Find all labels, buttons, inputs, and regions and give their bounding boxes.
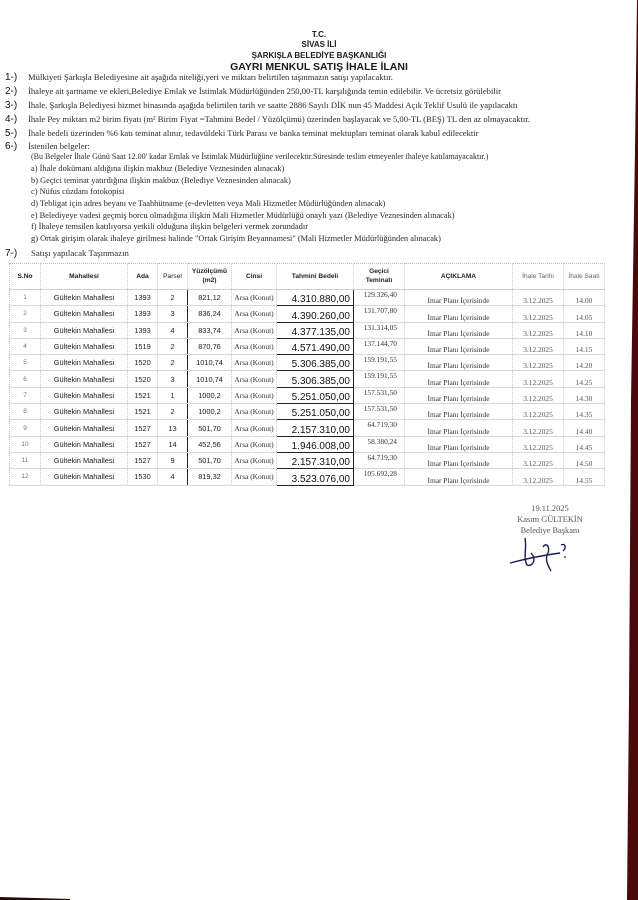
scan-edge-shadow bbox=[624, 0, 638, 900]
cell-mahallesi: Gültekin Mahallesi bbox=[41, 387, 128, 403]
cell-cinsi: Arsa (Konut) bbox=[232, 387, 277, 403]
clause-number: 7-) bbox=[5, 248, 18, 259]
cell-gecici-teminat: 159.191,55 bbox=[354, 355, 405, 371]
cell-aciklama: İmar Planı İçerisinde bbox=[405, 436, 513, 452]
table-row bbox=[10, 469, 605, 485]
table-row bbox=[10, 306, 605, 322]
table-header-row bbox=[10, 264, 605, 290]
cell-ihale-tarihi: 3.12.2025 bbox=[513, 338, 564, 354]
cell-cinsi: Arsa (Konut) bbox=[232, 452, 277, 468]
cell-tahmini-bedeli: 4.377.135,00 bbox=[277, 322, 354, 338]
table-row bbox=[10, 371, 605, 387]
col-header-cinsi: Cinsi bbox=[232, 264, 277, 290]
cell-parsel: 9 bbox=[158, 452, 188, 468]
clause-text: Mülkiyeti Şarkışla Belediyesine ait aşağıda niteliği,yeri ve miktarı belirtilen taşınmazın satışı yapılacaktır. bbox=[28, 72, 393, 82]
cell-parsel: 4 bbox=[158, 322, 188, 338]
cell-ihale-tarihi: 3.12.2025 bbox=[513, 404, 564, 420]
cell-ada: 1393 bbox=[128, 306, 158, 322]
cell-mahallesi: Gültekin Mahallesi bbox=[41, 338, 128, 354]
clause-3 bbox=[5, 100, 518, 111]
col-header-gecici-teminat: Geçici Teminatı bbox=[354, 264, 405, 290]
header-tc: T.C. bbox=[311, 30, 327, 39]
col-header-yuzolcumu: Yüzölçümü (m2) bbox=[188, 264, 232, 290]
document-item: b) Geçici teminat yatırdığına ilişkin makbuz (Belediye Veznesinden alınacak) bbox=[31, 176, 291, 185]
document-title: GAYRI MENKUL SATIŞ İHALE İLANI bbox=[230, 61, 408, 73]
document-item: e) Belediyeye vadesi geçmiş borcu olmadığına ilişkin Mali Hizmetler Müdürlüğü onaylı yazı (Belediye Veznesinden alınacak) bbox=[31, 211, 455, 220]
clause-text: İstenilen belgeler: bbox=[28, 141, 90, 151]
cell-sno: 9 bbox=[10, 420, 41, 436]
cell-tahmini-bedeli: 5.306.385,00 bbox=[277, 371, 354, 387]
scan-corner-shadow bbox=[0, 896, 70, 900]
clause-number: 2-) bbox=[5, 86, 18, 97]
cell-yuzolcumu: 821,12 bbox=[188, 290, 232, 306]
cell-mahallesi: Gültekin Mahallesi bbox=[41, 404, 128, 420]
cell-parsel: 3 bbox=[158, 371, 188, 387]
cell-ada: 1527 bbox=[128, 436, 158, 452]
cell-gecici-teminat: 137.144,70 bbox=[354, 338, 405, 354]
cell-aciklama: İmar Planı İçerisinde bbox=[405, 452, 513, 468]
col-header-ihale-tarihi: İhale Tarihi bbox=[513, 264, 564, 290]
property-table bbox=[9, 263, 605, 486]
cell-cinsi: Arsa (Konut) bbox=[232, 306, 277, 322]
cell-parsel: 2 bbox=[158, 355, 188, 371]
cell-tahmini-bedeli: 4.310.880,00 bbox=[277, 290, 354, 306]
cell-tahmini-bedeli: 5.251.050,00 bbox=[277, 387, 354, 403]
header-municipality: ŞARKIŞLA BELEDİYE BAŞKANLIĞI bbox=[251, 51, 387, 60]
cell-ihale-saati: 14.25 bbox=[564, 371, 605, 387]
cell-tahmini-bedeli: 1.946.008,00 bbox=[277, 436, 354, 452]
document-item: f) İhaleye temsilen katılıyorsa yetkili olduğuna ilişkin belgeleri vermek zorundadır bbox=[31, 222, 308, 231]
cell-aciklama: İmar Planı İçerisinde bbox=[405, 420, 513, 436]
cell-ihale-saati: 14.45 bbox=[564, 436, 605, 452]
cell-aciklama: İmar Planı İçerisinde bbox=[405, 469, 513, 485]
clause-1 bbox=[5, 72, 393, 83]
cell-sno: 6 bbox=[10, 371, 41, 387]
cell-tahmini-bedeli: 4.571.490,00 bbox=[277, 338, 354, 354]
clause-text: İhale bedeli üzerinden %6 katı teminat alınır, tedavüldeki Türk Parası ve banka teminat mektupları teminat olarak kabul edilecektir bbox=[28, 128, 479, 138]
cell-ihale-tarihi: 3.12.2025 bbox=[513, 469, 564, 485]
clause-number: 6-) bbox=[5, 141, 18, 152]
document-item: d) Tebligat için adres beyanı ve Taahhütname (e-devletten veya Mali Hizmetler Müdürlüğünden alınacak) bbox=[31, 199, 386, 208]
cell-cinsi: Arsa (Konut) bbox=[232, 436, 277, 452]
cell-ihale-saati: 14.10 bbox=[564, 322, 605, 338]
cell-yuzolcumu: 1010,74 bbox=[188, 355, 232, 371]
table-row bbox=[10, 436, 605, 452]
handwritten-signature bbox=[505, 533, 580, 573]
clause-text: İhaleye ait şartname ve ekleri,Belediye Emlak ve İstimlak Müdürlüğünden 250,00-TL karşılığında temin edilebilir. Ve ücretsiz görülebilir bbox=[28, 86, 501, 96]
cell-ada: 1520 bbox=[128, 355, 158, 371]
cell-parsel: 1 bbox=[158, 387, 188, 403]
col-header-tahmini-bedeli: Tahmini Bedeli bbox=[277, 264, 354, 290]
cell-gecici-teminat: 64.719,30 bbox=[354, 452, 405, 468]
cell-tahmini-bedeli: 2.157.310,00 bbox=[277, 420, 354, 436]
cell-ihale-saati: 14.35 bbox=[564, 404, 605, 420]
cell-mahallesi: Gültekin Mahallesi bbox=[41, 420, 128, 436]
clause-text: Satışı yapılacak Taşınmazın bbox=[31, 248, 129, 258]
col-header-sno: S.No bbox=[10, 264, 41, 290]
clause-number: 4-) bbox=[5, 114, 18, 125]
cell-parsel: 3 bbox=[158, 306, 188, 322]
cell-sno: 2 bbox=[10, 306, 41, 322]
cell-gecici-teminat: 64.719,30 bbox=[354, 420, 405, 436]
cell-ihale-saati: 14.40 bbox=[564, 420, 605, 436]
cell-yuzolcumu: 819,32 bbox=[188, 469, 232, 485]
col-header-mahallesi: Mahallesi bbox=[41, 264, 128, 290]
cell-ada: 1527 bbox=[128, 452, 158, 468]
cell-yuzolcumu: 833,74 bbox=[188, 322, 232, 338]
cell-aciklama: İmar Planı İçerisinde bbox=[405, 355, 513, 371]
cell-ada: 1520 bbox=[128, 371, 158, 387]
cell-sno: 10 bbox=[10, 436, 41, 452]
cell-gecici-teminat: 129.326,40 bbox=[354, 290, 405, 306]
cell-yuzolcumu: 501,70 bbox=[188, 452, 232, 468]
documents-note: (Bu Belgeler İhale Günü Saat 12.00' kadar Emlak ve İstimlak Müdürlüğüne verilecektir.Süresinde teslim etmeyenler ihaleye katılamayacaktır.) bbox=[31, 152, 489, 161]
cell-sno: 1 bbox=[10, 290, 41, 306]
cell-mahallesi: Gültekin Mahallesi bbox=[41, 306, 128, 322]
cell-ihale-tarihi: 3.12.2025 bbox=[513, 306, 564, 322]
header-province: SİVAS İLİ bbox=[301, 40, 337, 49]
cell-cinsi: Arsa (Konut) bbox=[232, 404, 277, 420]
cell-cinsi: Arsa (Konut) bbox=[232, 290, 277, 306]
cell-tahmini-bedeli: 2.157.310,00 bbox=[277, 452, 354, 468]
cell-mahallesi: Gültekin Mahallesi bbox=[41, 371, 128, 387]
cell-ada: 1393 bbox=[128, 290, 158, 306]
cell-ihale-saati: 14.00 bbox=[564, 290, 605, 306]
cell-mahallesi: Gültekin Mahallesi bbox=[41, 355, 128, 371]
col-header-parsel: Parsel bbox=[158, 264, 188, 290]
table-row bbox=[10, 452, 605, 468]
cell-ihale-tarihi: 3.12.2025 bbox=[513, 452, 564, 468]
cell-aciklama: İmar Planı İçerisinde bbox=[405, 387, 513, 403]
cell-yuzolcumu: 1000,2 bbox=[188, 387, 232, 403]
cell-ihale-tarihi: 3.12.2025 bbox=[513, 371, 564, 387]
cell-ihale-saati: 14.15 bbox=[564, 338, 605, 354]
table-row bbox=[10, 420, 605, 436]
cell-aciklama: İmar Planı İçerisinde bbox=[405, 371, 513, 387]
cell-gecici-teminat: 157.531,50 bbox=[354, 404, 405, 420]
cell-gecici-teminat: 131.707,80 bbox=[354, 306, 405, 322]
cell-parsel: 14 bbox=[158, 436, 188, 452]
table-row bbox=[10, 322, 605, 338]
cell-mahallesi: Gültekin Mahallesi bbox=[41, 290, 128, 306]
clause-4 bbox=[5, 114, 530, 125]
cell-ihale-tarihi: 3.12.2025 bbox=[513, 436, 564, 452]
cell-ada: 1530 bbox=[128, 469, 158, 485]
cell-cinsi: Arsa (Konut) bbox=[232, 420, 277, 436]
cell-tahmini-bedeli: 4.390.260,00 bbox=[277, 306, 354, 322]
cell-ihale-saati: 14.05 bbox=[564, 306, 605, 322]
cell-ada: 1521 bbox=[128, 404, 158, 420]
cell-gecici-teminat: 159.191,55 bbox=[354, 371, 405, 387]
cell-parsel: 2 bbox=[158, 290, 188, 306]
signature-date: 19.11.2025 bbox=[531, 504, 569, 513]
cell-aciklama: İmar Planı İçerisinde bbox=[405, 322, 513, 338]
cell-cinsi: Arsa (Konut) bbox=[232, 469, 277, 485]
cell-cinsi: Arsa (Konut) bbox=[232, 322, 277, 338]
cell-yuzolcumu: 836,24 bbox=[188, 306, 232, 322]
cell-aciklama: İmar Planı İçerisinde bbox=[405, 306, 513, 322]
cell-yuzolcumu: 501,70 bbox=[188, 420, 232, 436]
cell-tahmini-bedeli: 5.251.050,00 bbox=[277, 404, 354, 420]
cell-sno: 12 bbox=[10, 469, 41, 485]
cell-sno: 8 bbox=[10, 404, 41, 420]
cell-sno: 7 bbox=[10, 387, 41, 403]
cell-ihale-saati: 14.50 bbox=[564, 452, 605, 468]
cell-gecici-teminat: 131.314,05 bbox=[354, 322, 405, 338]
cell-yuzolcumu: 1010,74 bbox=[188, 371, 232, 387]
cell-gecici-teminat: 105.692,28 bbox=[354, 469, 405, 485]
cell-ihale-tarihi: 3.12.2025 bbox=[513, 290, 564, 306]
table-row bbox=[10, 338, 605, 354]
clause-7 bbox=[5, 248, 129, 259]
cell-aciklama: İmar Planı İçerisinde bbox=[405, 404, 513, 420]
document-item: a) İhale dokümanı aldığına ilişkin makbuz (Belediye Veznesinden alınacak) bbox=[31, 164, 285, 173]
cell-ada: 1521 bbox=[128, 387, 158, 403]
cell-parsel: 2 bbox=[158, 404, 188, 420]
signatory-name: Kasım GÜLTEKİN bbox=[517, 515, 583, 524]
cell-ihale-tarihi: 3.12.2025 bbox=[513, 322, 564, 338]
cell-ihale-tarihi: 3.12.2025 bbox=[513, 387, 564, 403]
cell-gecici-teminat: 157.531,50 bbox=[354, 387, 405, 403]
cell-yuzolcumu: 870,76 bbox=[188, 338, 232, 354]
col-header-aciklama: AÇIKLAMA bbox=[405, 264, 513, 290]
cell-mahallesi: Gültekin Mahallesi bbox=[41, 452, 128, 468]
clause-number: 5-) bbox=[5, 128, 18, 139]
clause-number: 1-) bbox=[5, 72, 18, 83]
cell-cinsi: Arsa (Konut) bbox=[232, 355, 277, 371]
cell-ada: 1393 bbox=[128, 322, 158, 338]
cell-parsel: 2 bbox=[158, 338, 188, 354]
cell-sno: 3 bbox=[10, 322, 41, 338]
signatory-title: Belediye Başkanı bbox=[520, 526, 580, 535]
clause-text: İhale, Şarkışla Belediyesi hizmet binasında aşağıda belirtilen tarih ve saatte 2886 Sayılı DİK nun 45 Maddesi Açık Teklif Usulü ile yapılacaktı bbox=[28, 100, 518, 110]
cell-cinsi: Arsa (Konut) bbox=[232, 338, 277, 354]
cell-ihale-tarihi: 3.12.2025 bbox=[513, 420, 564, 436]
cell-yuzolcumu: 1000,2 bbox=[188, 404, 232, 420]
clause-number: 3-) bbox=[5, 100, 18, 111]
cell-ihale-tarihi: 3.12.2025 bbox=[513, 355, 564, 371]
cell-yuzolcumu: 452,56 bbox=[188, 436, 232, 452]
cell-ihale-saati: 14.55 bbox=[564, 469, 605, 485]
document-item: c) Nüfus cüzdanı fotokopisi bbox=[31, 187, 125, 196]
document-item: g) Ortak girişim olarak ihaleye girilmesi halinde "Ortak Girişim Beyannamesi" (Mali Hizmetler Müdürlüğünden alınacak) bbox=[31, 234, 441, 243]
cell-ihale-saati: 14.30 bbox=[564, 387, 605, 403]
cell-parsel: 4 bbox=[158, 469, 188, 485]
cell-gecici-teminat: 58.380,24 bbox=[354, 436, 405, 452]
cell-ada: 1519 bbox=[128, 338, 158, 354]
cell-sno: 11 bbox=[10, 452, 41, 468]
cell-mahallesi: Gültekin Mahallesi bbox=[41, 436, 128, 452]
col-header-ada: Ada bbox=[128, 264, 158, 290]
cell-sno: 4 bbox=[10, 338, 41, 354]
cell-parsel: 13 bbox=[158, 420, 188, 436]
clause-text: İhale Pey miktarı m2 birim fiyatı (m² Birim Fiyat =Tahmini Bedel / Yüzölçümü) üzerinden başlayacak ve 5,00-TL (BEŞ) TL den az olmayacaktır. bbox=[28, 114, 530, 124]
cell-mahallesi: Gültekin Mahallesi bbox=[41, 322, 128, 338]
cell-aciklama: İmar Planı İçerisinde bbox=[405, 290, 513, 306]
cell-tahmini-bedeli: 3.523.076,00 bbox=[277, 469, 354, 485]
cell-mahallesi: Gültekin Mahallesi bbox=[41, 469, 128, 485]
table-row bbox=[10, 404, 605, 420]
clause-5 bbox=[5, 128, 479, 139]
table-row bbox=[10, 355, 605, 371]
table-row bbox=[10, 290, 605, 306]
cell-sno: 5 bbox=[10, 355, 41, 371]
cell-aciklama: İmar Planı İçerisinde bbox=[405, 338, 513, 354]
clause-6 bbox=[5, 141, 90, 152]
clause-2 bbox=[5, 86, 501, 97]
cell-ada: 1527 bbox=[128, 420, 158, 436]
cell-ihale-saati: 14.20 bbox=[564, 355, 605, 371]
table-row bbox=[10, 387, 605, 403]
col-header-ihale-saati: İhale Saati bbox=[564, 264, 605, 290]
cell-tahmini-bedeli: 5.306.385,00 bbox=[277, 355, 354, 371]
cell-cinsi: Arsa (Konut) bbox=[232, 371, 277, 387]
